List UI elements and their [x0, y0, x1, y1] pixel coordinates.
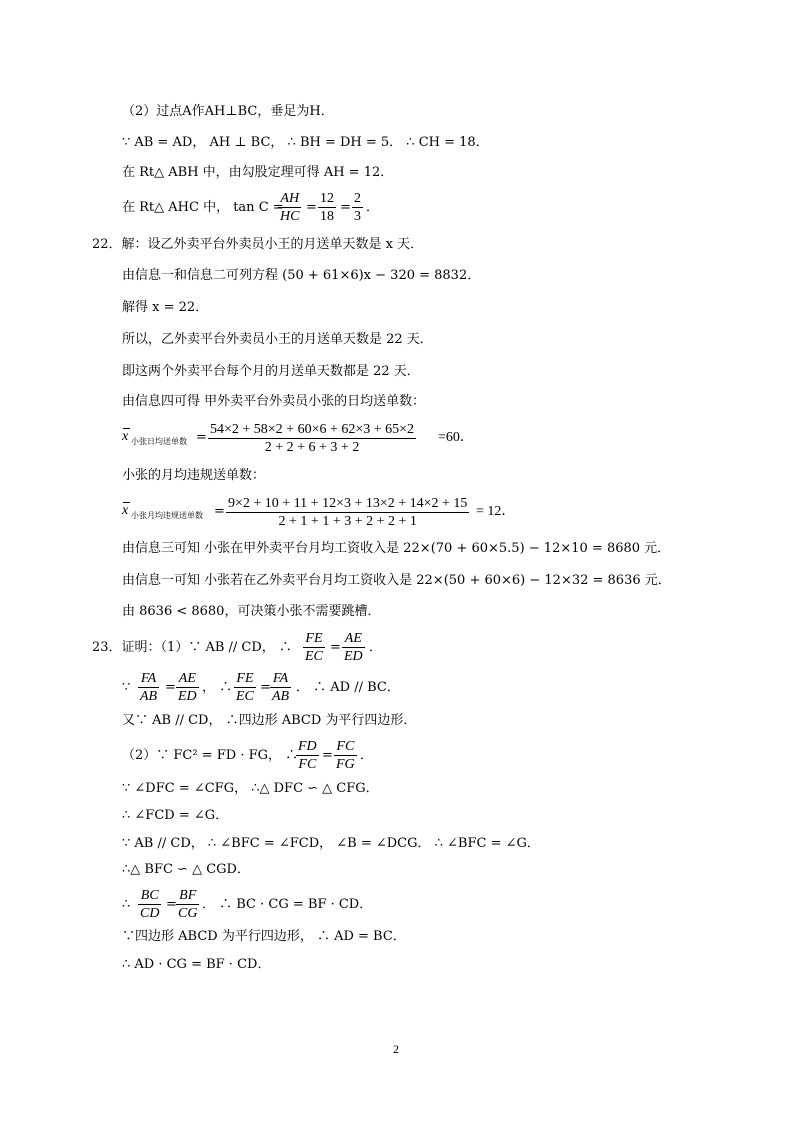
p21-line4-prefix: 在 Rt△ AHC 中， tan C = [122, 200, 284, 215]
equals-sign: = [306, 200, 317, 215]
p23-line10: ∵四边形 ABCD 为平行四边形， ∴ AD = BC． [122, 929, 406, 944]
equals-sign: = [322, 748, 333, 763]
p23-fraction-ae-ed-2 [176, 670, 199, 705]
p23-fraction-bc-cd [138, 887, 161, 922]
p22-line2: 由信息一和信息二可列方程 (50 + 61×6)x − 320 = 8832． [122, 268, 481, 283]
fraction-numerator: BF [179, 888, 197, 903]
fraction-numerator: FA [140, 671, 157, 686]
x-bar-symbol: x [122, 429, 129, 444]
p23-line9-prefix: ∴ [122, 897, 131, 912]
fraction-denominator: 2 + 2 + 6 + 3 + 2 [264, 440, 360, 455]
p23-line4-prefix: （2）∵ FC² = FD · FG， ∴ [122, 748, 299, 763]
fraction-numerator: FE [236, 671, 254, 686]
fraction-numerator: 12 [320, 191, 334, 206]
fraction-numerator: FE [305, 631, 323, 646]
p23-line7: ∵ AB // CD， ∴ ∠BFC = ∠FCD， ∠B = ∠DCG． ∴ ∠BFC = ∠G． [122, 836, 540, 851]
p21-fraction-2-3 [352, 190, 363, 225]
fraction-numerator: AH [280, 191, 300, 206]
equals-sign: = [330, 640, 341, 655]
p23-line2-middle: ， ∴ [202, 680, 233, 695]
p21-line1: （2）过点A作AH⊥BC，垂足为H． [122, 104, 334, 119]
fraction-denominator: HC [280, 209, 300, 224]
fraction-numerator: 9×2 + 10 + 11 + 12×3 + 13×2 + 14×2 + 15 [228, 496, 468, 511]
period: ． [360, 748, 374, 763]
equals-sign: = [165, 680, 176, 695]
p22-line5: 即这两个外卖平台每个月的月送单天数都是 22 天． [122, 364, 420, 379]
fraction-denominator: CG [178, 906, 198, 921]
p22-line1: 22．解：设乙外卖平台外卖员小王的月送单天数是 x 天． [92, 237, 424, 252]
fraction-denominator: AB [272, 689, 290, 704]
fraction-denominator: AB [140, 689, 158, 704]
fraction-denominator: ED [178, 689, 197, 704]
p22-line6: 由信息四可得 甲外卖平台外卖员小张的日均送单数： [122, 394, 426, 409]
p23-fraction-fe-ec [303, 630, 325, 665]
p23-fraction-fd-fc [296, 738, 319, 773]
p23-line11: ∴ AD · CG = BF · CD． [122, 957, 271, 972]
p23-fraction-fe-ec-2 [234, 670, 256, 705]
equals-sign: = [260, 680, 271, 695]
p23-line2-suffix: ． ∴ AD // BC． [296, 680, 400, 695]
fraction-denominator: FC [298, 757, 317, 772]
period: ． [366, 200, 380, 215]
fraction-numerator: AE [344, 631, 362, 646]
fraction-numerator: 2 [354, 191, 361, 206]
fraction-numerator: FA [272, 671, 289, 686]
period: ． [369, 640, 383, 655]
p23-fraction-fc-fg [334, 738, 357, 773]
fraction-numerator: BC [140, 888, 159, 903]
fraction-numerator: 54×2 + 58×2 + 60×6 + 62×3 + 65×2 [210, 422, 415, 437]
p22-line9: 由信息一可知 小张若在乙外卖平台月均工资收入是 22×(50 + 60×6) − 12×32 = 8636 元． [122, 573, 671, 588]
equals-sign: = [340, 200, 351, 215]
p23-fraction-fa-ab-2 [270, 670, 291, 705]
p22-fraction2-result: = 12． [476, 504, 516, 519]
p21-fraction-ah-hc [278, 190, 301, 225]
p23-line6: ∴ ∠FCD = ∠G． [122, 808, 229, 823]
p22-fraction-daily-average [208, 421, 416, 456]
p23-line5: ∵ ∠DFC = ∠CFG， ∴△ DFC ∽ △ CFG． [122, 781, 379, 796]
equals-sign: = [196, 430, 207, 445]
p22-line3: 解得 x = 22． [122, 300, 209, 315]
fraction-denominator: FG [336, 757, 355, 772]
p23-fraction-fa-ab [138, 670, 159, 705]
p23-line8: ∴△ BFC ∽ △ CGD． [122, 862, 250, 877]
fraction-denominator: EC [305, 649, 323, 664]
fraction-denominator: 2 + 1 + 1 + 3 + 2 + 2 + 1 [278, 514, 417, 529]
p21-line3: 在 Rt△ ABH 中，由勾股定理可得 AH = 12． [122, 165, 394, 180]
fraction-denominator: ED [344, 649, 363, 664]
x-bar-symbol: x [122, 503, 129, 518]
p22-line10: 由 8636 < 8680，可决策小张不需要跳槽． [122, 604, 381, 619]
x-bar-subscript-daily: 小张日均送单数 [131, 437, 187, 446]
p22-line4: 所以，乙外卖平台外卖员小王的月送单天数是 22 天． [122, 332, 433, 347]
p23-line9-suffix: ． ∴ BC · CG = BF · CD． [202, 897, 373, 912]
p23-fraction-ae-ed [342, 630, 365, 665]
page-number: 2 [393, 1042, 399, 1056]
p22-fraction1-result: =60． [438, 430, 474, 445]
equals-sign: = [166, 897, 177, 912]
p22-fraction-violations [226, 495, 469, 530]
fraction-numerator: AE [178, 671, 196, 686]
p22-line8: 由信息三可知 小张在甲外卖平台月均工资收入是 22×(70 + 60×5.5) − 12×10 = 8680 元． [122, 541, 671, 556]
fraction-denominator: CD [140, 906, 160, 921]
fraction-denominator: EC [236, 689, 254, 704]
fraction-numerator: FC [336, 739, 355, 754]
fraction-numerator: FD [298, 739, 317, 754]
p23-line1-prefix: 23．证明：（1）∵ AB // CD， ∴ [92, 640, 292, 655]
fraction-denominator: 18 [320, 209, 334, 224]
p23-line2-prefix: ∵ [122, 680, 131, 695]
equals-sign: = [214, 504, 225, 519]
p21-line2: ∵ AB = AD， AH ⊥ BC， ∴ BH = DH = 5． ∴ CH = 18． [122, 135, 489, 150]
x-bar-subscript-violations: 小张月均违规送单数 [131, 511, 203, 520]
p22-line7: 小张的月均违规送单数： [122, 468, 266, 483]
p23-fraction-bf-cg [176, 887, 199, 922]
fraction-denominator: 3 [354, 209, 361, 224]
p21-fraction-12-18 [318, 190, 336, 225]
p23-line3: 又∵ AB // CD， ∴四边形 ABCD 为平行四边形． [122, 713, 417, 728]
